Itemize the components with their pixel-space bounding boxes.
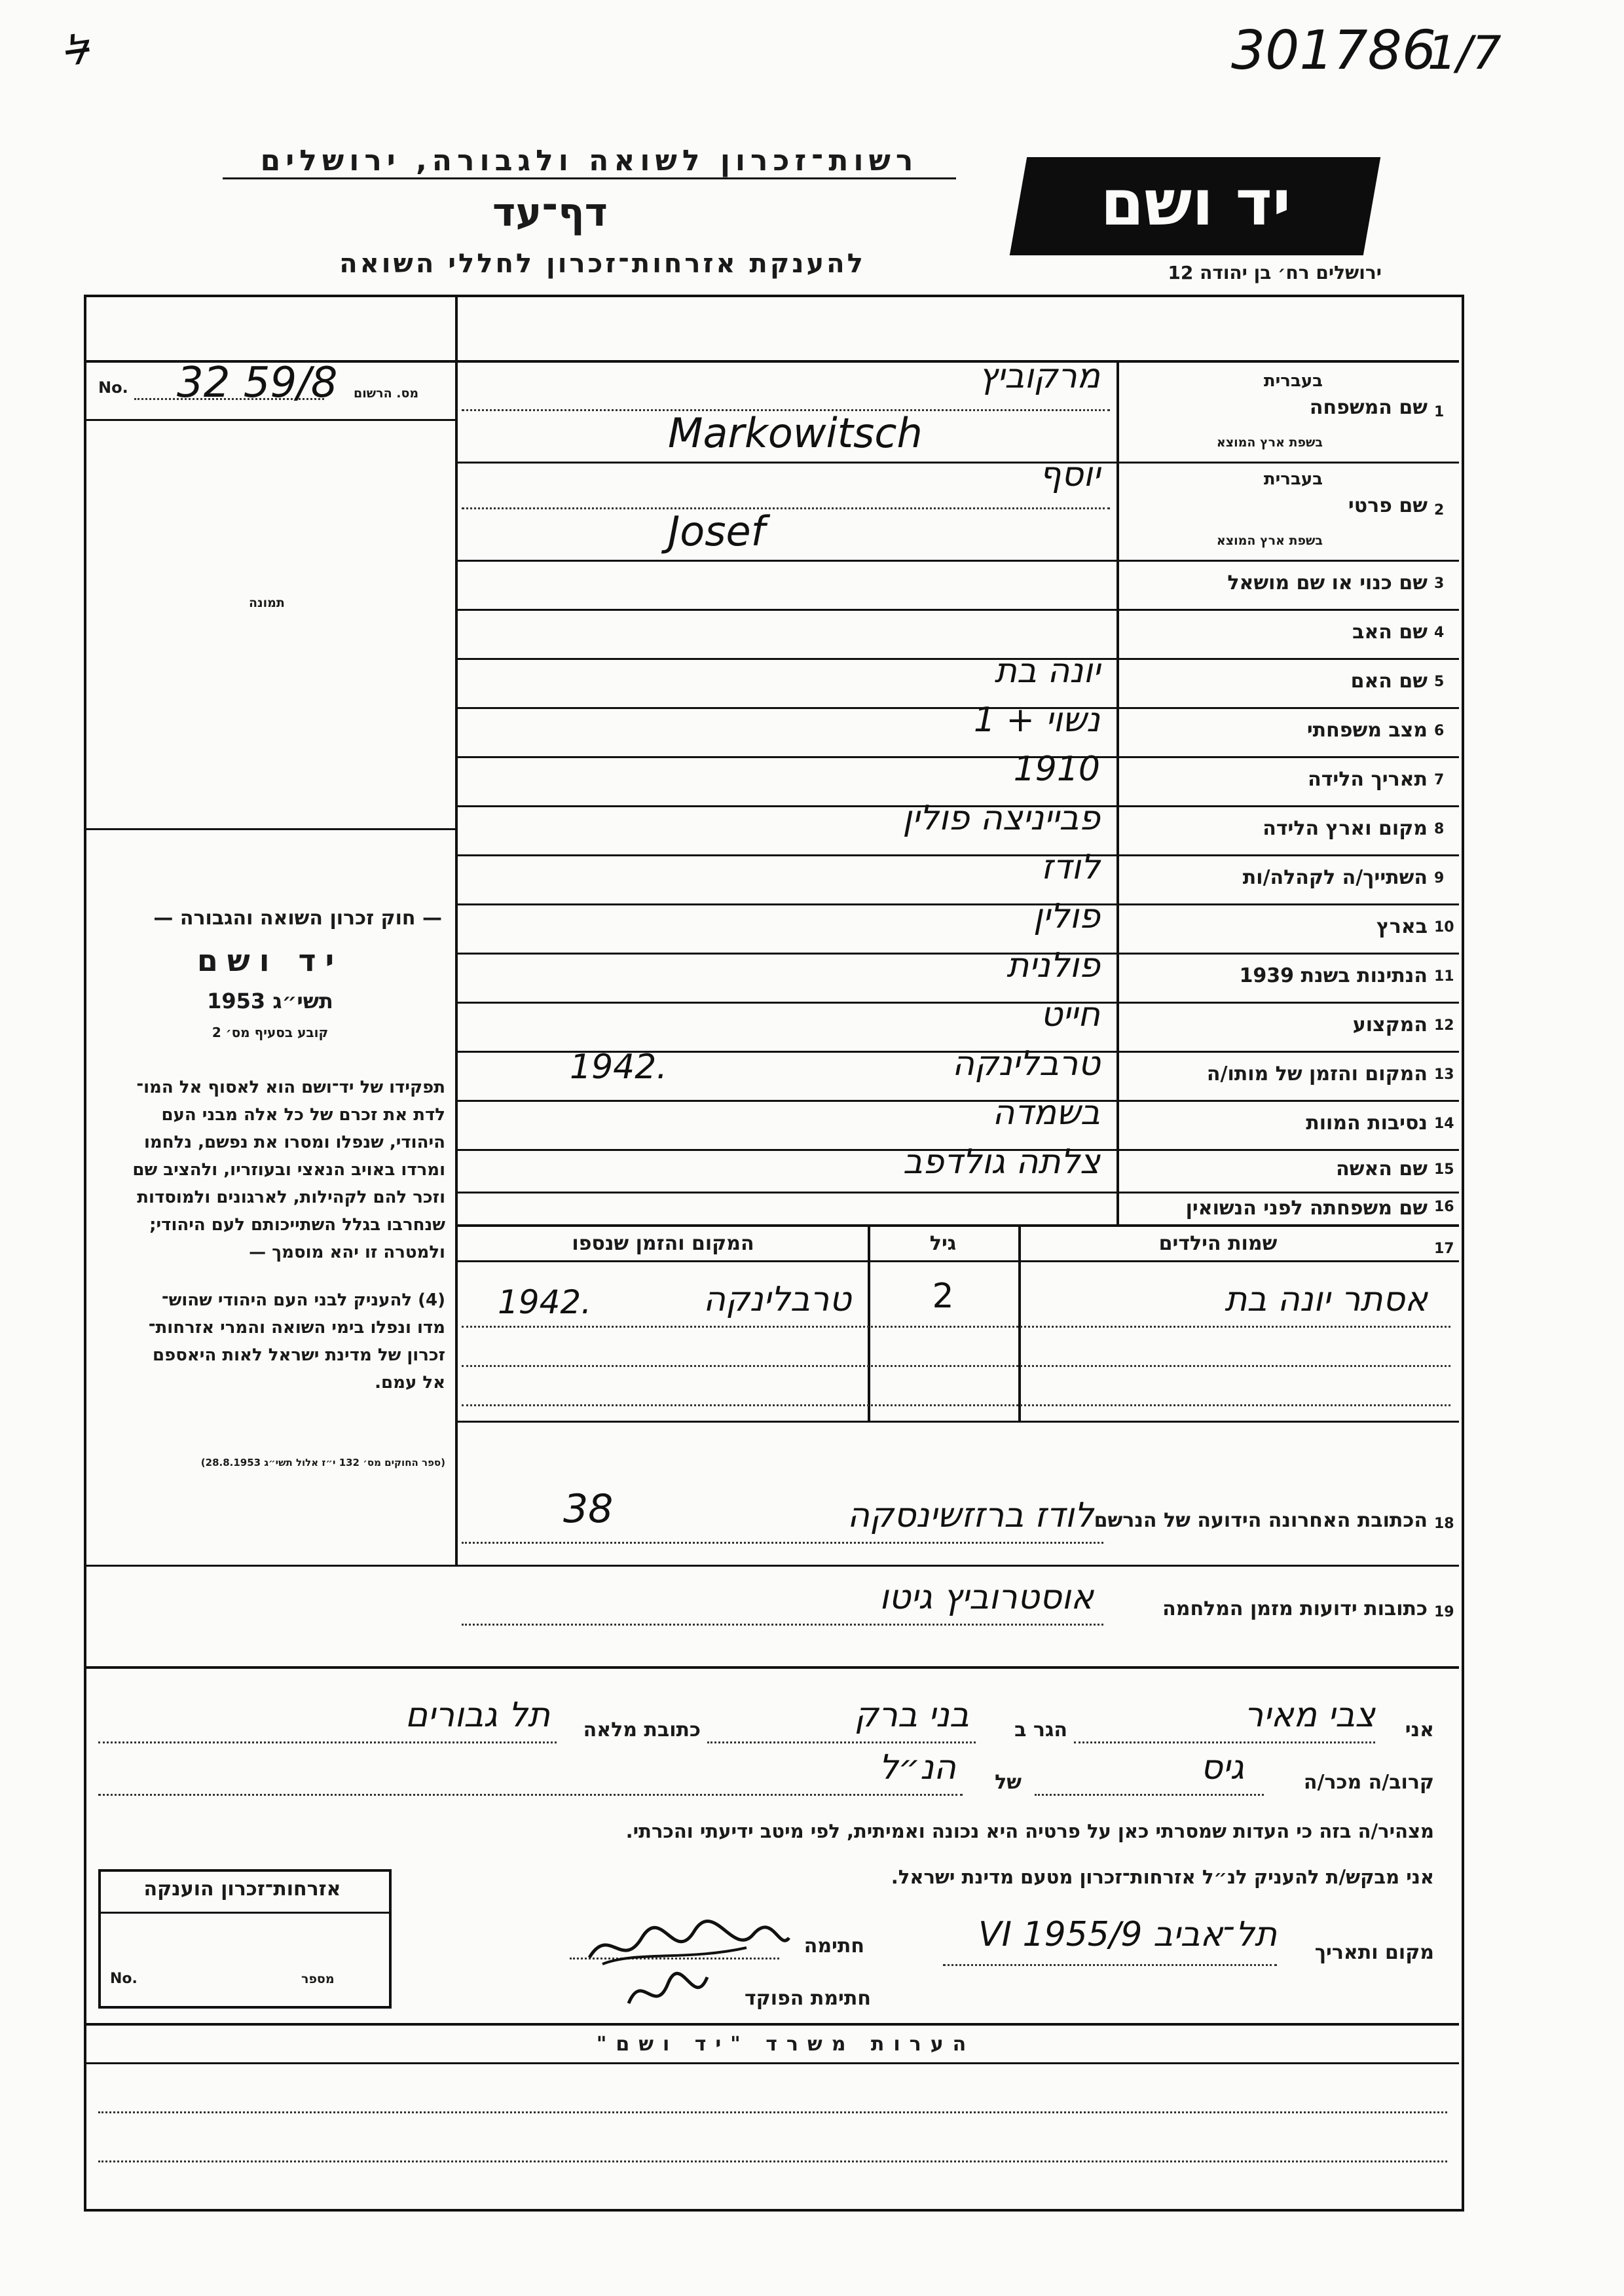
field-label: שם האשה bbox=[1336, 1157, 1428, 1180]
declaration-statement-2: אני מבקש/ת להעניק לנ״ל אזרחות־זכרון מטעם מדינת ישראל. bbox=[891, 1866, 1434, 1888]
child-age: 2 bbox=[932, 1277, 954, 1316]
children-place-header: המקום והזמן שנספו bbox=[572, 1232, 754, 1255]
field-label: תאריך הלידה bbox=[1308, 767, 1428, 791]
field-value-origin-language: Markowitsch bbox=[668, 409, 923, 457]
field-number-17: 17 bbox=[1434, 1241, 1454, 1257]
field-row-divider bbox=[458, 609, 1459, 611]
field-number: 8 bbox=[1434, 820, 1445, 837]
archive-number: 301786 bbox=[1231, 20, 1437, 82]
field-value-year: 1942. bbox=[570, 1048, 667, 1087]
field-label: בארץ bbox=[1376, 915, 1428, 938]
child-death-place: טרבלינקה bbox=[703, 1280, 851, 1319]
law-line: וזכר להם לקהילות, לארגונים ולמוסדות bbox=[137, 1188, 445, 1207]
law-line: ומרדו באויב הנאצי ובעוזריו, ולהציב שם bbox=[132, 1160, 445, 1180]
citizenship-box-title: אזרחות־זכרון הוענקה bbox=[143, 1878, 341, 1901]
field-number: 15 bbox=[1434, 1161, 1454, 1178]
last-address-number: 38 bbox=[563, 1486, 614, 1532]
photo-label: תמונה bbox=[249, 596, 285, 610]
authority-name: רשות־זכרון לשואה ולגבורה, ירושלים bbox=[223, 144, 956, 179]
citizenship-number-label: מספר bbox=[301, 1972, 335, 1986]
registration-number: 32 59/8 bbox=[177, 359, 338, 407]
registration-no-prefix: No. bbox=[98, 378, 128, 397]
field-label: שם האב bbox=[1352, 620, 1428, 644]
field-value: פבייניצה פולין bbox=[902, 799, 1100, 838]
law-line: היהודי, שנפלו ומסרו את נפשם, נלחמו bbox=[143, 1133, 445, 1152]
field-value: 1910 bbox=[1013, 750, 1100, 789]
declarant-name: צבי מאיר bbox=[1244, 1696, 1375, 1735]
child-death-year: 1942. bbox=[498, 1283, 592, 1321]
field-label: מקום וארץ הלידה bbox=[1263, 816, 1428, 840]
field-number: 7 bbox=[1434, 771, 1445, 788]
law-title: — חוק זכרון השואה והגבורה — bbox=[153, 907, 442, 930]
field-label: נסיבות המוות bbox=[1306, 1111, 1428, 1135]
field-label: שם פרטי bbox=[1348, 494, 1428, 517]
declaration-statement-1: מצהיר/ה בזה כי העדות שמסרתי כאן על פרטיה היא נכונה ואמיתית, לפי מיטב ידיעתי והכרתי. bbox=[625, 1820, 1434, 1842]
field-label: המקום והזמן של מותו/ה bbox=[1206, 1062, 1428, 1085]
wartime-address-value: אוסטרוביץ גיטו bbox=[879, 1578, 1094, 1617]
field-value: חייט bbox=[1041, 995, 1100, 1034]
field-label: הנתינות בשנת 1939 bbox=[1239, 964, 1428, 987]
law-line: ולמטרה זו יהא מוסמך — bbox=[249, 1243, 445, 1262]
relation-of-label: של bbox=[995, 1771, 1022, 1794]
field-number: 14 bbox=[1434, 1115, 1454, 1132]
law-line: זכרון של מדינת ישראל לאות היאספם bbox=[153, 1345, 445, 1365]
logo-address: ירושלים רח׳ בן יהודה 12 bbox=[1168, 262, 1382, 283]
field-row-divider bbox=[458, 1192, 1459, 1194]
field-number: 2 bbox=[1434, 502, 1445, 519]
law-paragraph-1 bbox=[98, 1074, 445, 1266]
law-clause: קובע בסעיף מס׳ 2 bbox=[212, 1025, 329, 1040]
field-number: 16 bbox=[1434, 1199, 1454, 1215]
registration-label: מס. הרשום bbox=[354, 386, 419, 401]
field-number: 9 bbox=[1434, 869, 1445, 886]
full-address-label: כתובת מלאה bbox=[583, 1719, 701, 1741]
child-name: אסתר יונה בת bbox=[1225, 1280, 1428, 1319]
field-number: 4 bbox=[1434, 624, 1445, 641]
field-value: טרבלינקה bbox=[951, 1044, 1100, 1084]
law-name: יד ושם bbox=[196, 943, 344, 978]
law-line: (4) להעניק לבני העם היהודי שהוש־ bbox=[161, 1290, 445, 1310]
field-label: שם המשפחה bbox=[1309, 396, 1428, 419]
field-number-19: 19 bbox=[1434, 1604, 1454, 1620]
field-value: פולנית bbox=[1006, 946, 1100, 985]
field-number: 10 bbox=[1434, 919, 1454, 936]
law-line: אל עמם. bbox=[375, 1373, 445, 1393]
declaration-resident-in: הגר ב bbox=[1014, 1719, 1067, 1741]
field-number: 11 bbox=[1434, 968, 1454, 985]
field-value: נשוי + 1 bbox=[973, 701, 1100, 740]
field-value: בשמדה bbox=[992, 1093, 1100, 1133]
field-row-divider bbox=[458, 560, 1459, 562]
last-address-label: הכתובת האחרונה הידועה של הנרשם bbox=[1094, 1509, 1428, 1532]
declarant-relation: גיס bbox=[1200, 1748, 1244, 1787]
law-year: תשי״ג 1953 bbox=[207, 989, 333, 1013]
field-number: 3 bbox=[1434, 575, 1445, 592]
field-value: יוסף bbox=[1039, 455, 1100, 494]
form-subtitle: להענקת אזרחות־זכרון לחללי השואה bbox=[339, 249, 866, 279]
official-signature-label: חתימת הפוקד bbox=[745, 1987, 871, 2010]
field-value: מרקוביץ bbox=[978, 357, 1100, 396]
field-number: 6 bbox=[1434, 722, 1445, 739]
signature-label: חתימה bbox=[803, 1935, 864, 1958]
declaration-i-am: אני bbox=[1405, 1719, 1434, 1741]
children-age-header: גיל bbox=[929, 1232, 957, 1255]
law-line: לדת את זכרם של כל אלה מבני העם bbox=[161, 1105, 445, 1125]
place-and-date: תל־אביב 9/VI 1955 bbox=[978, 1915, 1277, 1954]
form-title: דף־עד bbox=[492, 190, 608, 236]
citizenship-number-prefix: No. bbox=[110, 1971, 138, 1987]
place-date-label: מקום ותאריך bbox=[1314, 1941, 1434, 1964]
field-label: שם האם bbox=[1350, 669, 1428, 693]
law-line: מדו ונפלו בימי השואה והמרי אזרחות־ bbox=[148, 1318, 445, 1338]
field-value: יונה בת bbox=[994, 651, 1100, 691]
law-source: (ספר החוקים מס׳ 132 י״ז אלול תשי״ג 28.8.1953) bbox=[200, 1457, 445, 1468]
last-address-value: לודז ברזזשינסקה bbox=[847, 1496, 1094, 1535]
logo-text: יד ושם bbox=[1100, 166, 1291, 240]
field-value: צלתה גולדפב bbox=[902, 1142, 1100, 1182]
children-names-header: שמות הילדים bbox=[1158, 1232, 1278, 1255]
relation-label: קרוב/ה מכר/ה bbox=[1303, 1771, 1434, 1794]
field-label: שם כנוי או שם מושאל bbox=[1227, 571, 1428, 594]
field-number: 5 bbox=[1434, 673, 1445, 690]
archive-fraction: 1/7 bbox=[1428, 26, 1502, 80]
field-sublabel-origin-language: בשפת ארץ המוצא bbox=[1216, 435, 1323, 450]
field-value: לודז bbox=[1041, 848, 1100, 887]
law-paragraph-2 bbox=[98, 1286, 445, 1396]
law-line: שנחרבו בגלל השתייכותם לעם היהודי; bbox=[149, 1215, 445, 1235]
wartime-address-label: כתובות ידועות מזמן המלחמה bbox=[1162, 1597, 1428, 1620]
relation-of-value: הנ״ל bbox=[879, 1748, 956, 1787]
field-label: השתייך/ה לקהלה/ות bbox=[1242, 866, 1428, 889]
field-number: 12 bbox=[1434, 1017, 1454, 1034]
field-number: 13 bbox=[1434, 1066, 1454, 1083]
corner-stamp: ל bbox=[62, 24, 93, 77]
field-sublabel-origin-language: בשפת ארץ המוצא bbox=[1216, 534, 1323, 548]
field-label: מצב משפחתי bbox=[1306, 718, 1428, 742]
field-number-18: 18 bbox=[1434, 1516, 1454, 1532]
official-signature bbox=[622, 1964, 714, 2023]
field-value-origin-language: Josef bbox=[668, 507, 766, 555]
law-line: תפקידו של יד־ושם הוא לאסוף אל המו־ bbox=[136, 1078, 445, 1097]
field-label: המקצוע bbox=[1352, 1013, 1428, 1036]
field-value: פולין bbox=[1033, 897, 1100, 936]
field-sublabel-hebrew: בעברית bbox=[1263, 469, 1323, 489]
field-label: שם משפחתה לפני הנשואין bbox=[1185, 1197, 1428, 1220]
yad-vashem-logo bbox=[1010, 157, 1380, 255]
field-number: 1 bbox=[1434, 404, 1445, 420]
remarks-title: הערות משרד "יד ושם" bbox=[596, 2033, 976, 2056]
field-sublabel-hebrew: בעברית bbox=[1263, 371, 1323, 391]
declarant-full-address: תל גבורים bbox=[405, 1696, 550, 1735]
declarant-city: בני ברק bbox=[854, 1696, 969, 1735]
